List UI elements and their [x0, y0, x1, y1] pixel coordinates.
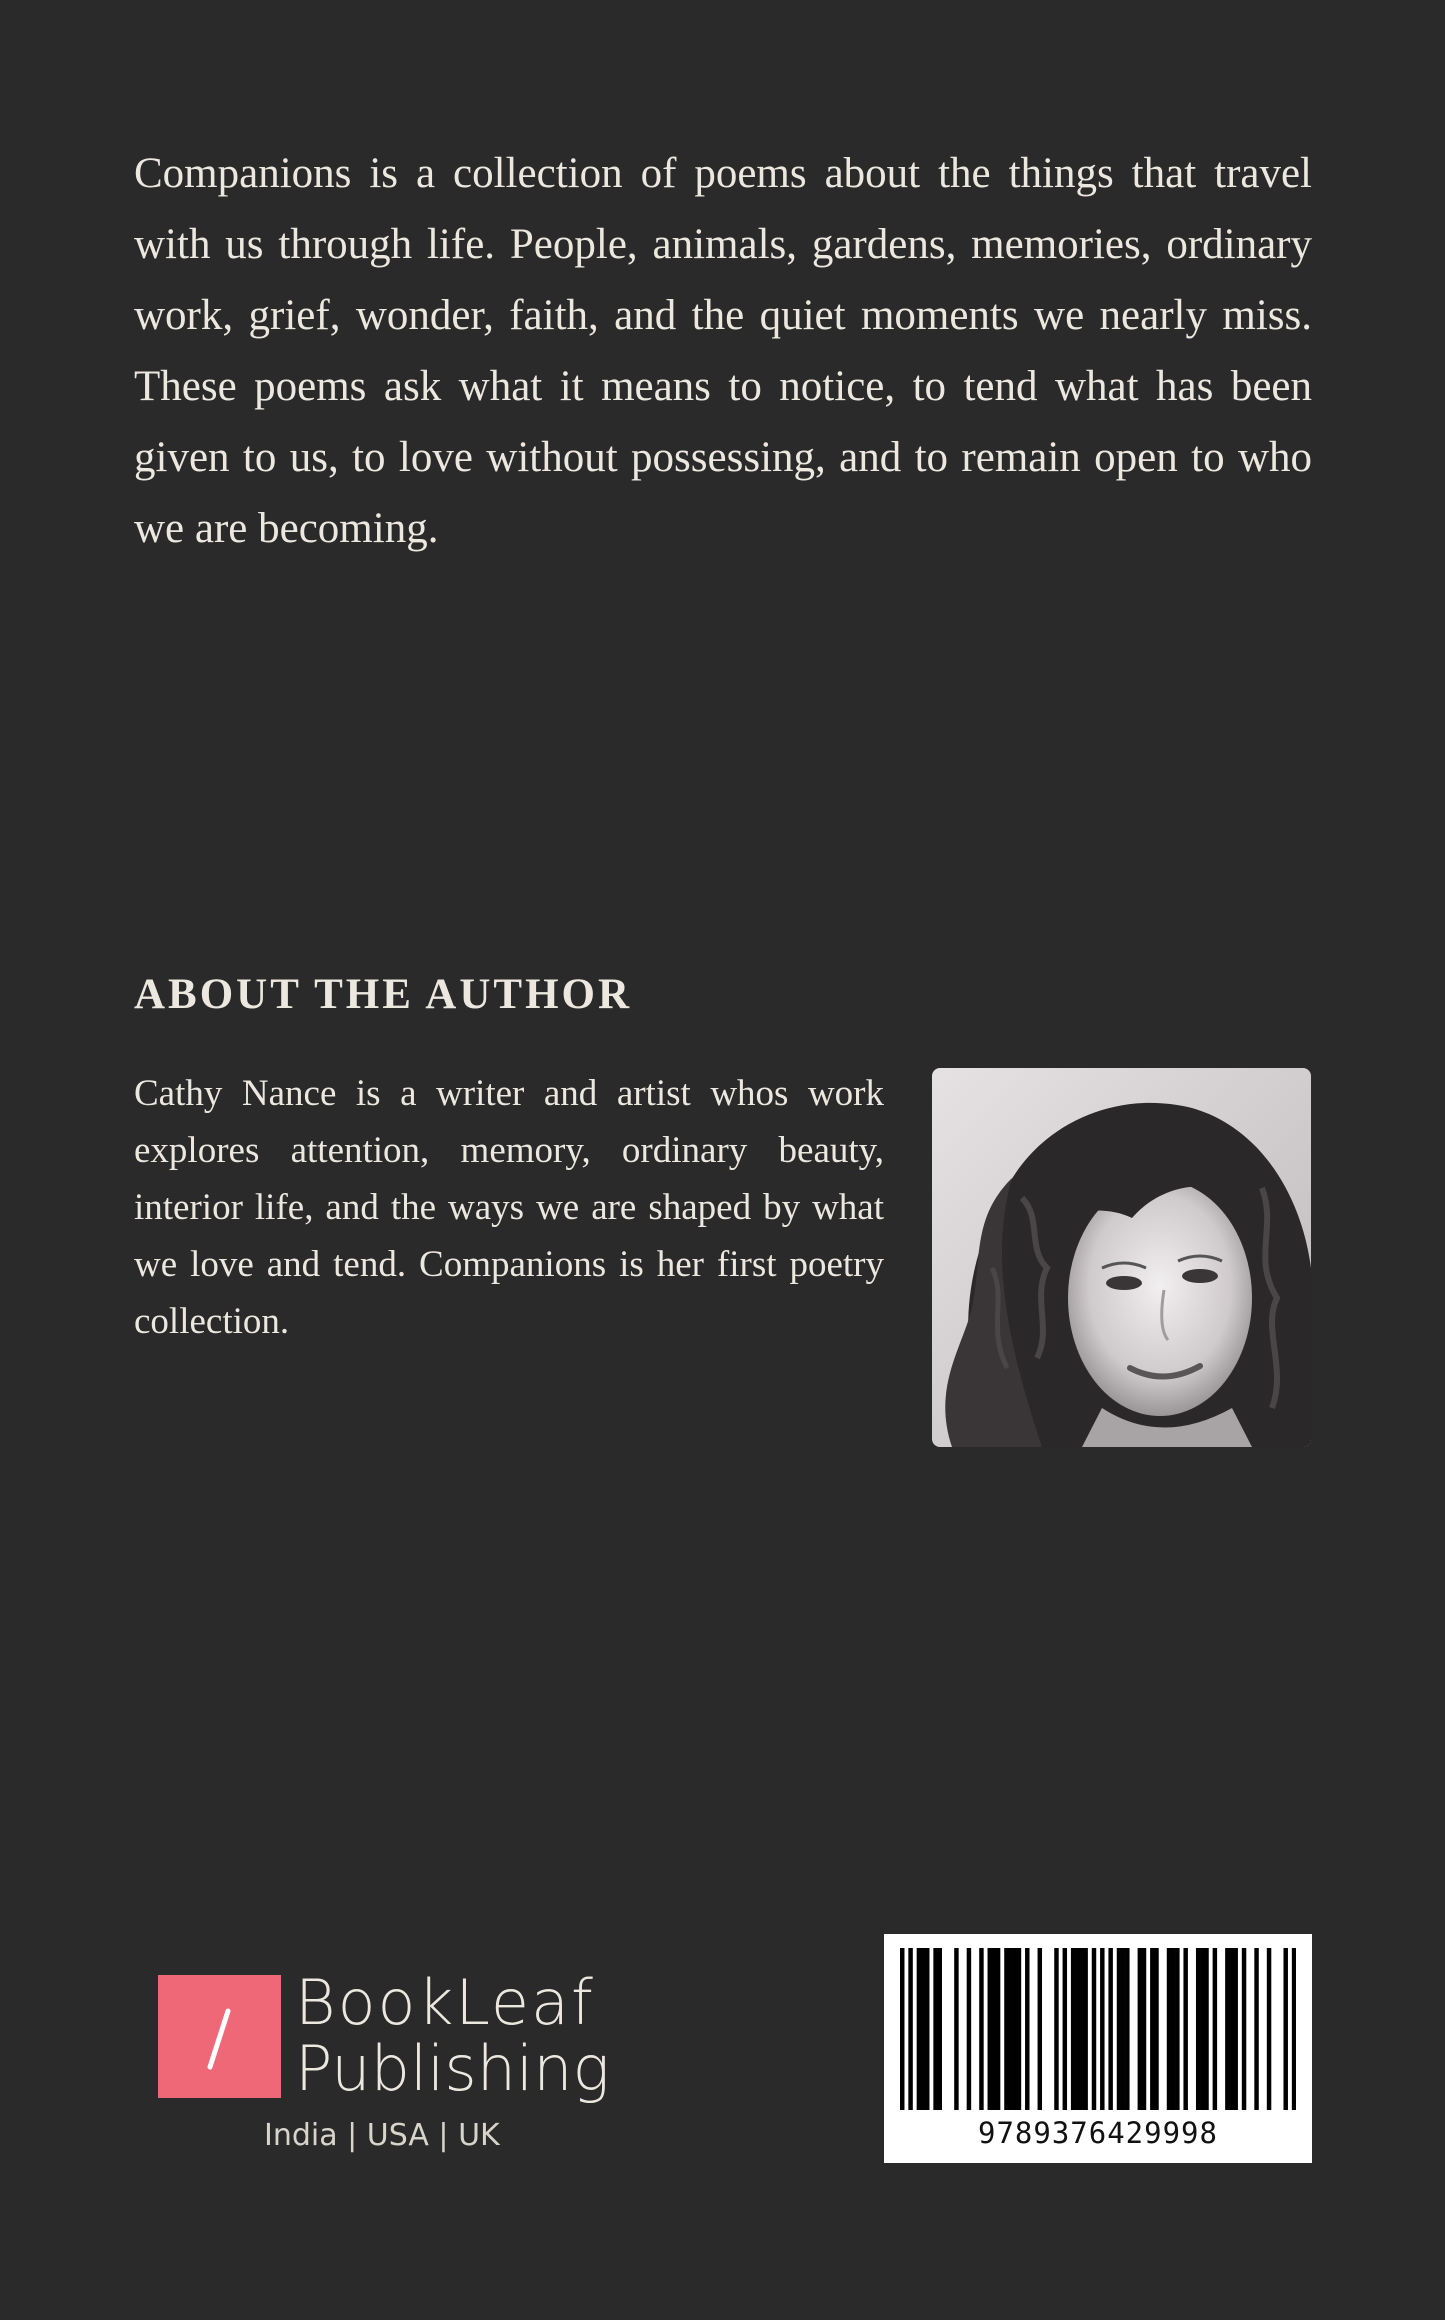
barcode-bar [1008, 1948, 1012, 2110]
barcode-bar [1200, 1948, 1204, 2110]
barcode-bar [1242, 1948, 1246, 2110]
barcode-bar [1100, 1948, 1104, 2110]
barcode-bar [938, 1948, 942, 2110]
barcode-bar [1017, 1948, 1021, 2110]
barcode-bar [1196, 1948, 1200, 2110]
barcode-bar [921, 1948, 925, 2110]
about-author-heading: ABOUT THE AUTHOR [134, 971, 633, 1018]
barcode-bar [979, 1948, 983, 2110]
barcode-bar [1254, 1948, 1258, 2110]
barcode-bar [1225, 1948, 1229, 2110]
barcode-bar [1121, 1948, 1125, 2110]
barcode-bar [954, 1948, 958, 2110]
barcode-bar [996, 1948, 1000, 2110]
barcode-bar [1013, 1948, 1017, 2110]
barcode-bar [1075, 1948, 1079, 2110]
barcode-bar [1233, 1948, 1237, 2110]
barcode-bar [1167, 1948, 1171, 2110]
barcode-bar [1267, 1948, 1271, 2110]
author-photo [932, 1068, 1311, 1447]
barcode-bar [900, 1948, 904, 2110]
barcode-bar [988, 1948, 992, 2110]
isbn-number: 9789376429998 [978, 2116, 1218, 2150]
barcode-bar [1292, 1948, 1296, 2110]
barcode-bar [1183, 1948, 1187, 2110]
barcode-bar [1171, 1948, 1175, 2110]
barcode-bar [1004, 1948, 1008, 2110]
publisher-regions: India | USA | UK [264, 2118, 500, 2153]
barcode-bar [1175, 1948, 1179, 2110]
barcode-bar [967, 1948, 971, 2110]
barcode-bar [1117, 1948, 1121, 2110]
barcode-bar [1092, 1948, 1096, 2110]
barcode-bar [1063, 1948, 1067, 2110]
barcode-bar [1150, 1948, 1154, 2110]
barcode-bar [1125, 1948, 1129, 2110]
barcode-bar [908, 1948, 912, 2110]
author-bio: Cathy Nance is a writer and artist whos work explores attention, memory, ordinary beauty, interior life, and the ways we are shaped by what we love and tend. Companions is her first poetry collection. [134, 1073, 884, 1342]
barcode-bar [1054, 1948, 1058, 2110]
isbn-barcode [884, 1934, 1312, 2163]
barcode-bar [933, 1948, 937, 2110]
barcode-bar [925, 1948, 929, 2110]
slash-icon [158, 1975, 281, 2098]
barcode-bar [1138, 1948, 1142, 2110]
barcode-bar [1213, 1948, 1217, 2110]
book-blurb: Companions is a collection of poems about the things that travel with us through life. People, animals, gardens, memories, ordinary work, grief, wonder, faith, and the quiet moments we nearly miss. These poems ask what it means to notice, to tend what has been given to us, to love without possessing, and to remain open to who we are becoming. [134, 150, 1312, 552]
barcode-bar [1038, 1948, 1042, 2110]
barcode-bar [1025, 1948, 1029, 2110]
barcode-bar [917, 1948, 921, 2110]
barcode-bar [1083, 1948, 1087, 2110]
barcode-bar [1079, 1948, 1083, 2110]
barcode-bar [1229, 1948, 1233, 2110]
barcode-bars [900, 1948, 1296, 2110]
barcode-bar [1283, 1948, 1287, 2110]
barcode-bar [1204, 1948, 1208, 2110]
barcode-bar [992, 1948, 996, 2110]
publisher-name-line1: BookLeaf [295, 1966, 595, 2039]
barcode-bar [1154, 1948, 1158, 2110]
barcode-bar [1071, 1948, 1075, 2110]
barcode-bar [1108, 1948, 1112, 2110]
barcode-bar [1142, 1948, 1146, 2110]
publisher-name-line2: Publishing [295, 2032, 610, 2105]
